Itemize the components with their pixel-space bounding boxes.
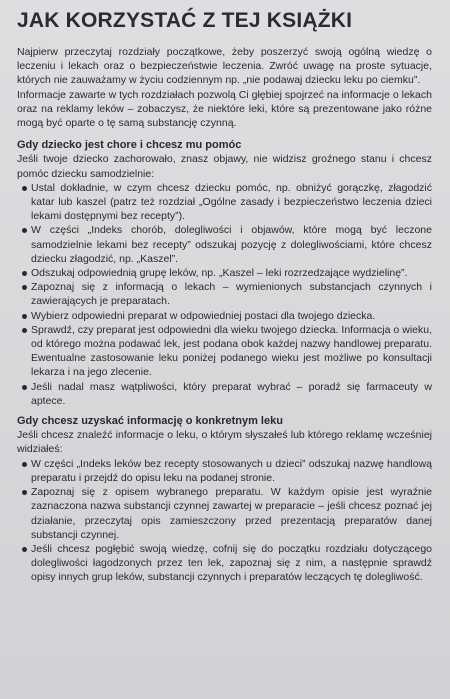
list-item: Zapoznaj się z opisem wybranego preparatu. W każdym opisie jest wyraźnie zaznaczona nazwa substancji czynnej zawartej w preparacie – jeśli chcesz poznać jej działanie, przeczytaj opis zamieszczony przed prezentacją preparatów danej substancji czynnej. — [31, 486, 432, 541]
list-item: Odszukaj odpowiednią grupę leków, np. „Kaszel – leki rozrzedzające wydzielinę”. — [31, 266, 432, 280]
intro-paragraph-1: Najpierw przeczytaj rozdziały początkowe, żeby poszerzyć swoją ogólną wiedzę o leczeniu i lekach oraz o bezpieczeństwie leczenia. Zwróć uwagę na proste sytuacje, których nie zauważamy w życiu codziennym np. „nie podawaj dziecku leku po ciemku”. — [17, 46, 432, 87]
bullet-list — [17, 181, 432, 408]
list-item: Jeśli chcesz pogłębić swoją wiedzę, cofnij się do początku rozdziału dotyczącego dolegliwości łagodzonych przez ten lek, zapoznaj się z nim, a następnie sprawdź opisy innych grup leków, substancji czynnych i preparatów leczących tę dolegliwość. — [31, 542, 432, 584]
page-title: JAK KORZYSTAĆ Z TEJ KSIĄŻKI — [17, 9, 353, 32]
intro-paragraph-2: Informacje zawarte w tych rozdziałach pozwolą Ci głębiej spojrzeć na informacje o lekach oraz na reklamy leków – zobaczysz, że niektóre leki, które są prezentowane jako różne mogą być oparte o tę samą substancję czynną. — [17, 88, 432, 130]
list-item: Zapoznaj się z informacją o lekach – wymienionych substancjach czynnych i zawierających je preparatach. — [31, 281, 432, 308]
list-item: W części „Indeks chorób, dolegliwości i objawów, które mogą być leczone samodzielnie lekami bez recepty” odszukaj pozycję z dolegliwościami, które chcesz dziecku złagodzić, np. „Kaszel”. — [31, 224, 432, 265]
bullet-list — [17, 457, 432, 585]
section-sick-child — [17, 138, 432, 408]
section-lead: Jeśli chcesz znaleźć informacje o leku, o którym słyszałeś lub którego reklamę wcześniej widziałeś: — [17, 429, 432, 456]
section-heading: Gdy dziecko jest chore i chcesz mu pomóc — [17, 139, 242, 152]
list-item: W części „Indeks leków bez recepty stosowanych u dzieci” odszukaj nazwę handlową preparatu i przejdź do opisu leku na podanej stronie. — [31, 457, 432, 484]
section-specific-drug — [17, 414, 432, 584]
section-lead: Jeśli twoje dziecko zachorowało, znasz objawy, nie widzisz groźnego stanu i chcesz pomóc dziecku samodzielnie: — [17, 153, 432, 180]
section-heading: Gdy chcesz uzyskać informację o konkretnym leku — [17, 415, 283, 428]
list-item: Sprawdź, czy preparat jest odpowiedni dla wieku twojego dziecka. Informacja o wieku, od którego można podawać lek, jest podana obok każdej nazwy handlowej preparatu. Ewentualne zastosowanie leku poniżej podanego wieku jest możliwe po konsultacji lekarza i na jego zlecenie. — [31, 323, 432, 379]
list-item: Ustal dokładnie, w czym chcesz dziecku pomóc, np. obniżyć gorączkę, złagodzić katar lub kaszel (patrz też rozdział „Ogólne zasady i bezpieczeństwo leczenia dzieci lekami dostępnymi bez recepty”). — [31, 181, 432, 223]
list-item: Wybierz odpowiedni preparat w odpowiedniej postaci dla twojego dziecka. — [31, 309, 432, 323]
list-item: Jeśli nadal masz wątpliwości, który preparat wybrać – poradź się farmaceuty w aptece. — [31, 380, 432, 407]
